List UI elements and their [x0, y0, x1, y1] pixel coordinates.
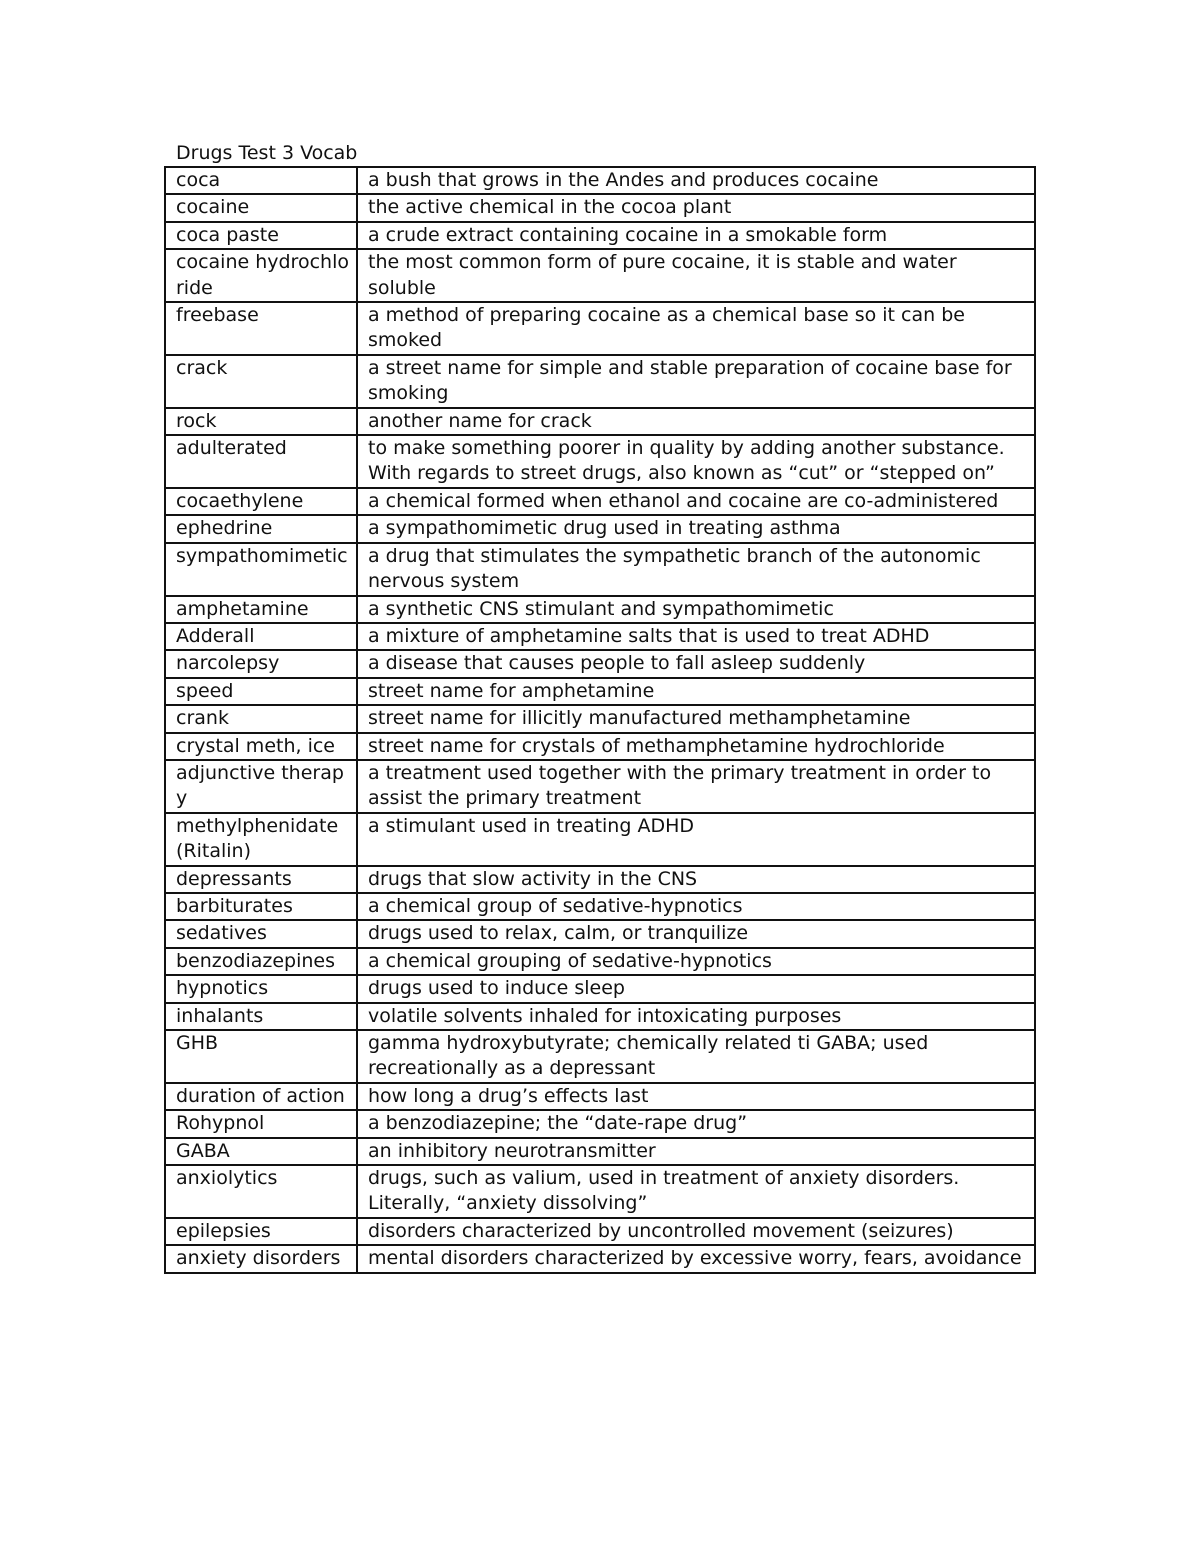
vocab-row	[165, 1138, 1035, 1165]
vocab-term: depressants	[165, 866, 357, 893]
vocab-definition: a disease that causes people to fall asleep suddenly	[357, 650, 1035, 677]
vocab-row	[165, 1003, 1035, 1030]
vocab-row	[165, 650, 1035, 677]
vocab-definition: a street name for simple and stable preparation of cocaine base for smoking	[357, 355, 1035, 408]
vocab-definition: a stimulant used in treating ADHD	[357, 813, 1035, 866]
vocab-definition: street name for illicitly manufactured methamphetamine	[357, 705, 1035, 732]
vocab-definition: a mixture of amphetamine salts that is used to treat ADHD	[357, 623, 1035, 650]
vocab-row	[165, 249, 1035, 302]
vocab-definition: drugs used to induce sleep	[357, 975, 1035, 1002]
vocab-row	[165, 1030, 1035, 1083]
vocab-definition: a benzodiazepine; the “date-rape drug”	[357, 1110, 1035, 1137]
vocab-definition: to make something poorer in quality by adding another substance. With regards to street drugs, also known as “cut” or “stepped on”	[357, 435, 1035, 488]
vocab-term: crank	[165, 705, 357, 732]
vocab-row	[165, 866, 1035, 893]
vocab-definition: a chemical formed when ethanol and cocaine are co-administered	[357, 488, 1035, 515]
vocab-term: adulterated	[165, 435, 357, 488]
vocab-term: coca	[165, 167, 357, 194]
vocab-term: cocaine	[165, 194, 357, 221]
vocab-definition: an inhibitory neurotransmitter	[357, 1138, 1035, 1165]
vocab-row	[165, 920, 1035, 947]
vocab-row	[165, 1245, 1035, 1272]
vocab-term: methylphenidate (Ritalin)	[165, 813, 357, 866]
vocab-term: narcolepsy	[165, 650, 357, 677]
vocab-row	[165, 1218, 1035, 1245]
vocab-definition: street name for amphetamine	[357, 678, 1035, 705]
vocab-term: rock	[165, 408, 357, 435]
vocab-term: barbiturates	[165, 893, 357, 920]
vocab-definition: the active chemical in the cocoa plant	[357, 194, 1035, 221]
vocab-row	[165, 435, 1035, 488]
vocab-row	[165, 975, 1035, 1002]
vocab-term: adjunctive therapy	[165, 760, 357, 813]
vocab-definition: a synthetic CNS stimulant and sympathomimetic	[357, 596, 1035, 623]
vocab-definition: a chemical grouping of sedative-hypnotics	[357, 948, 1035, 975]
vocab-term: inhalants	[165, 1003, 357, 1030]
vocab-definition: mental disorders characterized by excessive worry, fears, avoidance	[357, 1245, 1035, 1272]
vocab-definition: volatile solvents inhaled for intoxicating purposes	[357, 1003, 1035, 1030]
vocab-table	[164, 166, 1036, 1274]
vocab-row	[165, 596, 1035, 623]
vocab-definition: street name for crystals of methamphetamine hydrochloride	[357, 733, 1035, 760]
vocab-term: speed	[165, 678, 357, 705]
vocab-row	[165, 408, 1035, 435]
vocab-definition: a sympathomimetic drug used in treating asthma	[357, 515, 1035, 542]
vocab-definition: gamma hydroxybutyrate; chemically related ti GABA; used recreationally as a depressant	[357, 1030, 1035, 1083]
vocab-definition: drugs, such as valium, used in treatment of anxiety disorders. Literally, “anxiety dissolving”	[357, 1165, 1035, 1218]
vocab-term: crack	[165, 355, 357, 408]
vocab-term: anxiolytics	[165, 1165, 357, 1218]
vocab-definition: another name for crack	[357, 408, 1035, 435]
vocab-row	[165, 678, 1035, 705]
vocab-row	[165, 760, 1035, 813]
vocab-row	[165, 488, 1035, 515]
vocab-definition: disorders characterized by uncontrolled movement (seizures)	[357, 1218, 1035, 1245]
vocab-definition: drugs that slow activity in the CNS	[357, 866, 1035, 893]
vocab-definition: the most common form of pure cocaine, it is stable and water soluble	[357, 249, 1035, 302]
vocab-term: crystal meth, ice	[165, 733, 357, 760]
vocab-row	[165, 813, 1035, 866]
vocab-term: epilepsies	[165, 1218, 357, 1245]
vocab-definition: a drug that stimulates the sympathetic branch of the autonomic nervous system	[357, 543, 1035, 596]
vocab-row	[165, 623, 1035, 650]
vocab-row	[165, 302, 1035, 355]
vocab-term: sympathomimetic	[165, 543, 357, 596]
vocab-definition: a bush that grows in the Andes and produces cocaine	[357, 167, 1035, 194]
vocab-row	[165, 1165, 1035, 1218]
document-title: Drugs Test 3 Vocab	[176, 142, 358, 164]
vocab-term: Adderall	[165, 623, 357, 650]
vocab-term: coca paste	[165, 222, 357, 249]
vocab-term: cocaethylene	[165, 488, 357, 515]
vocab-term: cocaine hydrochloride	[165, 249, 357, 302]
vocab-term: duration of action	[165, 1083, 357, 1110]
vocab-row	[165, 948, 1035, 975]
vocab-definition: drugs used to relax, calm, or tranquilize	[357, 920, 1035, 947]
vocab-term: freebase	[165, 302, 357, 355]
vocab-row	[165, 1110, 1035, 1137]
vocab-table-body	[165, 167, 1035, 1273]
vocab-row	[165, 515, 1035, 542]
vocab-definition: a method of preparing cocaine as a chemical base so it can be smoked	[357, 302, 1035, 355]
vocab-term: ephedrine	[165, 515, 357, 542]
vocab-term: amphetamine	[165, 596, 357, 623]
vocab-definition: how long a drug’s effects last	[357, 1083, 1035, 1110]
vocab-definition: a crude extract containing cocaine in a smokable form	[357, 222, 1035, 249]
vocab-term: benzodiazepines	[165, 948, 357, 975]
vocab-definition: a chemical group of sedative-hypnotics	[357, 893, 1035, 920]
vocab-definition: a treatment used together with the primary treatment in order to assist the primary treatment	[357, 760, 1035, 813]
vocab-term: anxiety disorders	[165, 1245, 357, 1272]
vocab-term: sedatives	[165, 920, 357, 947]
vocab-row	[165, 222, 1035, 249]
vocab-term: GABA	[165, 1138, 357, 1165]
vocab-term: hypnotics	[165, 975, 357, 1002]
vocab-row	[165, 893, 1035, 920]
vocab-row	[165, 194, 1035, 221]
vocab-row	[165, 167, 1035, 194]
vocab-row	[165, 1083, 1035, 1110]
vocab-row	[165, 355, 1035, 408]
vocab-row	[165, 733, 1035, 760]
vocab-row	[165, 543, 1035, 596]
vocab-row	[165, 705, 1035, 732]
vocab-term: GHB	[165, 1030, 357, 1083]
vocab-term: Rohypnol	[165, 1110, 357, 1137]
